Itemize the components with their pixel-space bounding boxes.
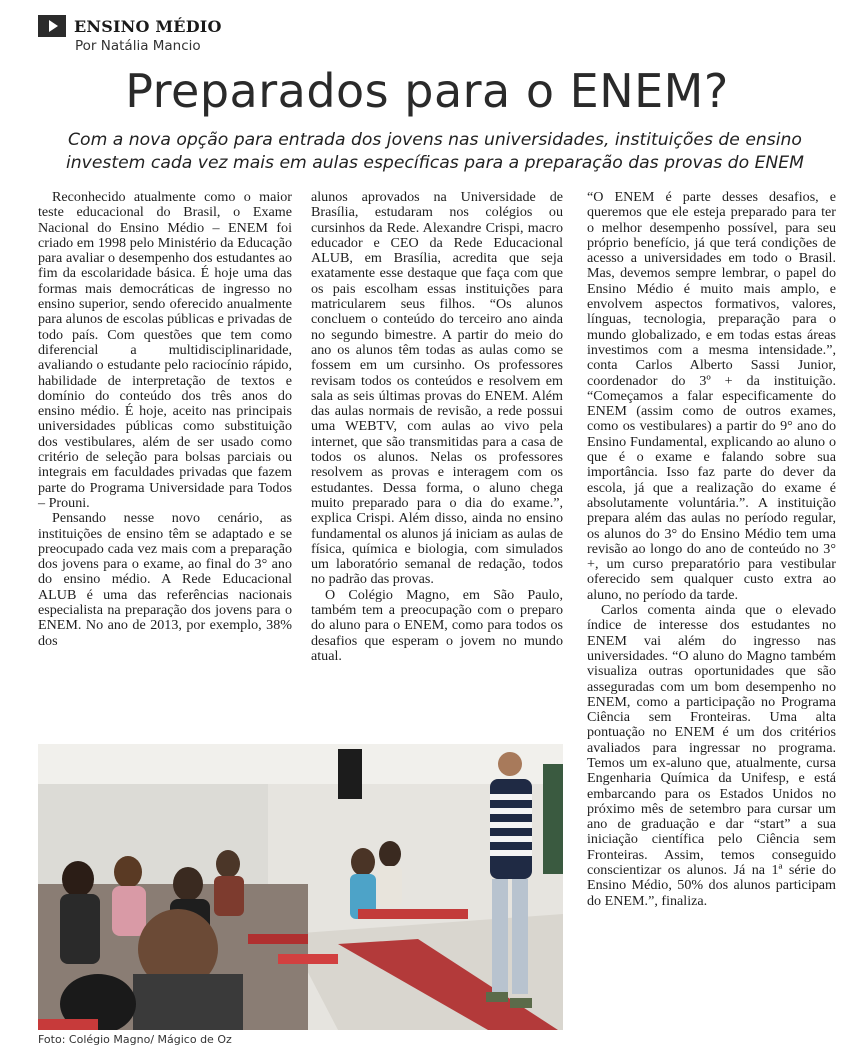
subheadline: Com a nova opção para entrada dos jovens nas universidades, instituições de ensino investem cada vez mais em aulas específicas para a preparação das provas do ENEM: [66, 130, 804, 173]
section-header: [38, 14, 222, 38]
play-icon: [38, 15, 66, 37]
article-column-3: [587, 190, 836, 909]
article-column-1: [38, 190, 292, 649]
headline: Preparados para o ENEM?: [125, 64, 729, 118]
paragraph: “O ENEM é parte desses desafios, e queremos que ele esteja preparado para ter o melhor desempenho possível, para seu próprio benefício, já que terá condições de acesso a universidades em todo o Brasil. Mas, devemos sempre lembrar, o papel do Ensino Médio é muito mais amplo, e envolvem aspectos formativos, valores, línguas, tecnologia, preparação para o mundo globalizado, e em todas estas áreas investimos com a mesma intensidade.”, conta Carlos Alberto Sassi Junior, coordenador do 3º + da instituição. “Começamos a falar especificamente do ENEM (assim como de outros exames, como os vestibulares) a partir do 9° ano do Ensino Fundamental, explicando ao aluno o que é o exame e falando sobre sua importância. Isso faz parte do dever da escola, já que a realização do exame é absolutamente voluntária.”. A instituição prepara além das aulas no período regular, os alunos do 3° do Ensino Médio tem uma revisão ao longo do ano de conteúdo no 3° +, um curso preparatório para vestibular oferecido sem qualquer custo extra ao aluno, no período da tarde.: [587, 189, 836, 603]
paragraph: Carlos comenta ainda que o elevado índice de interesse dos estudantes no ENEM vai além do ingresso nas universidades. “O aluno do Magno também visualiza outras oportunidades que são asseguradas com um bom desempenho no ENEM, como a participação no Programa Ciência sem Fronteiras. Uma alta pontuação no ENEM é um dos critérios avaliados para ingressar no programa. Temos um ex-aluno que, atualmente, cursa Engenharia Química da Unifesp, e está embarcando para os Estados Unidos no próximo mês de setembro para cursar um ano de graduação e dar “start” a sua iniciação científica pelo Ciência sem Fronteiras. Assim, temos conseguido conscientizar os alunos. Já na 1ª série do Ensino Médio, 50% dos alunos participam do ENEM.”, finaliza.: [587, 602, 836, 909]
paragraph: Reconhecido atualmente como o maior teste educacional do Brasil, o Exame Nacional do Ensino Médio – ENEM foi criado em 1998 pelo Ministério da Educação para avaliar o desempenho dos estudantes ao fim da escolaridade básica. É hoje uma das formas mais democráticas de ingresso no ensino superior, sendo oferecido anualmente para alunos de escolas públicas e privadas de todo país. Com questões que tem como diferencial a multidisciplinaridade, avaliando o estudante pelo raciocínio rápido, habilidade de interpretação de textos e domínio do conteúdo dos três anos do ensino médio. É hoje, aceito nas principais universidades públicas como substituição dos vestibulares, além de ser usado como critério de seleção para bolsas parciais ou integrais em faculdades privadas que fazem parte do Programa Universidade para Todos – Prouni.: [38, 189, 292, 511]
paragraph: alunos aprovados na Universidade de Brasília, estudaram nos colégios ou cursinhos da Rede. Alexandre Crispi, macro educador e CEO da Rede Educacional ALUB, em Brasília, acredita que seja exatamente esse destaque que faça com que os pais escolham essas instituições para matricularem seus filhos. “Os alunos concluem o conteúdo do terceiro ano ainda no segundo bimestre. A partir do meio do ano os alunos têm todas as aulas como se fossem em um cursinho. Os professores revisam todos os conteúdos e resolvem em sala as seis últimas provas do ENEM. Além das aulas normais de revisão, a rede possui uma WEBTV, com aulas ao vivo pela internet, que são transmitidas para a casa de todos os alunos. Nelas os professores resolvem as provas e interagem com os estudantes. Dessa forma, o aluno chega muito preparado para o dia do exame.”, explica Crispi. Além disso, ainda no ensino fundamental os alunos já iniciam as aulas de física, química e biologia, com simulados um laboratório semanal de redação, todos no padrão das provas.: [311, 189, 563, 588]
classroom-photo: [38, 744, 563, 1030]
article-column-2: [311, 190, 563, 664]
paragraph: O Colégio Magno, em São Paulo, também tem a preocupação com o preparo do aluno para o ENEM, como para todos os desafios que esperam o jovem no mundo atual.: [311, 586, 563, 664]
byline: Por Natália Mancio: [75, 38, 201, 54]
paragraph: Pensando nesse novo cenário, as instituições de ensino têm se adaptado e se preocupado cada vez mais com a preparação dos jovens para o exame, ao final do 3° ano do ensino médio. A Rede Educacional ALUB é uma das referências nacionais especialista na preparação dos jovens para o ENEM. No ano de 2013, por exemplo, 38% dos: [38, 510, 292, 649]
section-label: ENSINO MÉDIO: [74, 16, 222, 36]
photo-caption: Foto: Colégio Magno/ Mágico de Oz: [38, 1033, 232, 1046]
